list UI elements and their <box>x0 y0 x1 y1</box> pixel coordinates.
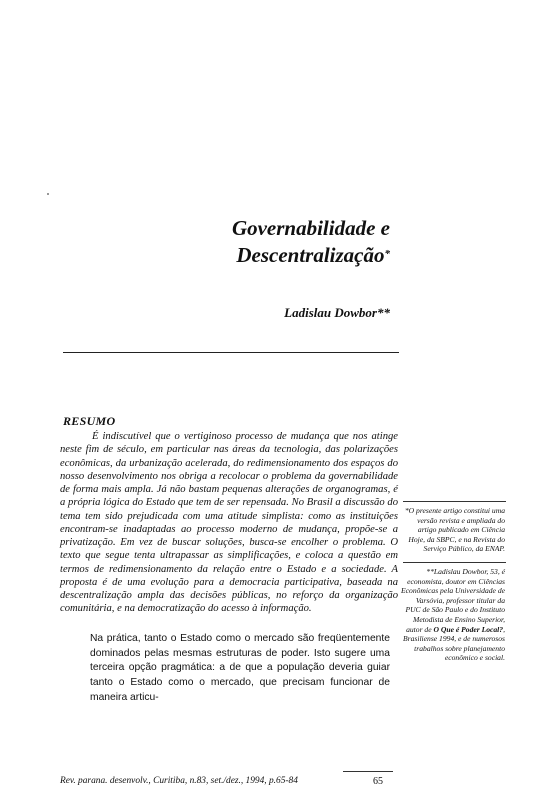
note-divider-top <box>403 501 506 502</box>
abstract-text <box>60 430 398 616</box>
title-text-2: Descentralização <box>236 243 385 267</box>
footer-citation: Rev. parana. desenvolv., Curitiba, n.83, set./dez., 1994, p.65-84 <box>60 776 298 786</box>
page-number: 65 <box>373 776 383 787</box>
header-divider <box>63 352 399 353</box>
title-text-1: Governabilidade e <box>231 216 390 240</box>
article-title-line-2 <box>236 241 390 268</box>
abstract-heading: RESUMO <box>63 414 116 428</box>
scan-speck <box>47 193 49 195</box>
footnote-2-text-b: , Brasiliense 1994, e de numerosos trabalhos sobre planejamento econômico e social. <box>402 624 505 663</box>
footnote-2-text-a: **Ladislau Dowbor, 53, é economista, doutor em Ciências Econômicas pela Universidade de Varsóvia, professor titular da PUC de São Paulo e do Instituto Metodista de Ensino Superior, autor de <box>401 567 505 634</box>
footnote-2 <box>401 567 505 663</box>
author-name: Ladislau Dowbor** <box>284 305 390 320</box>
note-divider-middle <box>403 562 506 563</box>
footnote-1: *O presente artigo constitui uma versão revista e ampliada do artigo publicado em Ciência Hoje, da SBPC, e na Revista do Serviço Público, da ENAP. <box>404 506 505 554</box>
article-title-line-1 <box>232 215 390 241</box>
title-footnote-mark: * <box>384 248 390 260</box>
footer-divider <box>343 771 393 772</box>
body-text <box>90 632 390 706</box>
footnote-2-book-title: O Que é Poder Local? <box>433 624 504 634</box>
abstract-paragraph: É indiscutível que o vertiginoso processo de mudança que nos atinge neste fim de século, em particular nas áreas da tecnologia, das polarizações econômicas, da urbanização acelerada, do redimensionamento dos espaços do nosso desenvolvimento nos obriga a recolocar o problema da governabilidade de forma mais ampla. Já não bastam pequenas alterações de organogramas, é a própria lógica do Estado que tem de ser repensada. No Brasil a discussão do tema tem sido prejudicada com uma atitude simplista: como as instituições encontram-se inadaptadas ao processo moderno de mudança, propõe-se a privatização. Em vez de buscar soluções, busca-se encolher o problema. O texto que segue tenta ultrapassar as simplificações, e coloca a questão em termos de redimensionamento da relação entre o Estado e a sociedade. A proposta é de uma evolução para a democracia participativa, baseada na descentralização ampla das decisões públicas, no reforço da organização comunitária, e na democratização do acesso à informação. <box>60 431 398 615</box>
body-paragraph: Na prática, tanto o Estado como o mercado são freqüentemente dominados pelas mesmas estruturas de poder. Isto sugere uma terceira opção pragmática: a de que a população deveria guiar tanto o Estado como o mercado, que precisam funcionar de maneira articu- <box>90 633 390 703</box>
